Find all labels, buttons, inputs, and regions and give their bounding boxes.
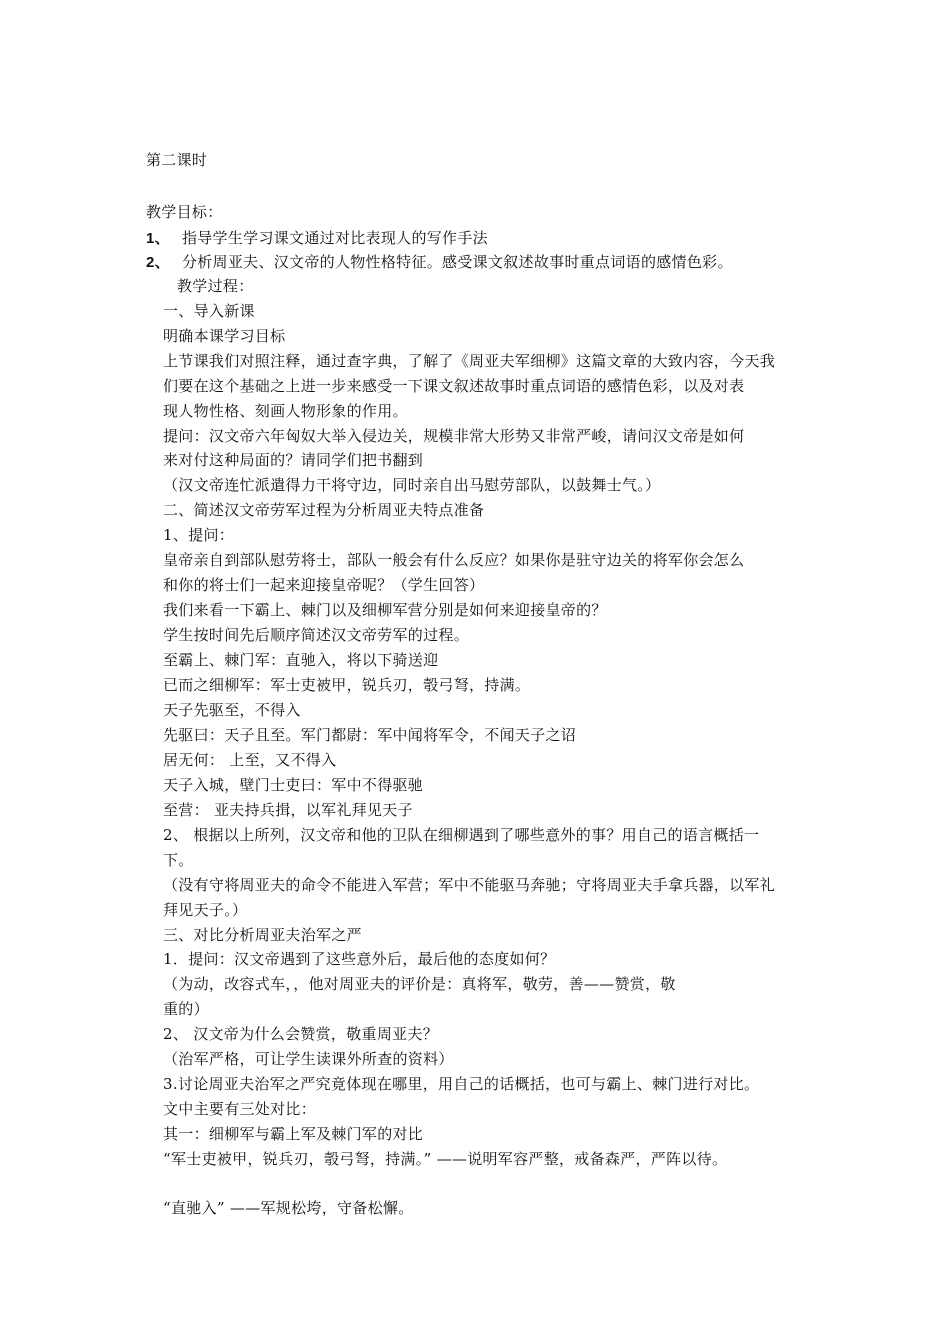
process-heading: 教学过程： [177, 277, 254, 295]
text-line: （汉文帝连忙派遣得力干将守边，同时亲自出马慰劳部队，以鼓舞士气。） [163, 476, 661, 494]
text-line: 3.讨论周亚夫治军之严究竟体现在哪里，用自己的话概括，也可与霸上、棘门进行对比。 [163, 1075, 760, 1093]
text-line: “军士吏被甲，锐兵刃，彀弓弩，持满。” ——说明军容严整，戒备森严，严阵以待。 [163, 1150, 728, 1168]
text-line: 其一：细柳军与霸上军及棘门军的对比 [163, 1125, 424, 1143]
text-line: 学生按时间先后顺序简述汉文帝劳军的过程。 [163, 626, 470, 644]
text-line: 1、提问： [163, 526, 235, 544]
text-line: （为动，改容式车，，他对周亚夫的评价是：真将军，敬劳，善——赞赏，敬 [163, 975, 676, 993]
text-line: 文中主要有三处对比： [163, 1100, 317, 1118]
text-line: 居无何： 上至，又不得入 [163, 751, 337, 769]
lesson-title: 第二课时 [146, 151, 208, 169]
text-line: “直驰入” ——军规松垮，守备松懈。 [163, 1199, 414, 1217]
text-line: 拜见天子。） [163, 901, 248, 919]
text-line: 提问：汉文帝六年匈奴大举入侵边关，规模非常大形势又非常严峻，请问汉文帝是如何 [163, 427, 745, 445]
text-line: 1．提问：汉文帝遇到了这些意外后，最后他的态度如何？ [163, 950, 556, 968]
section-heading: 三、对比分析周亚夫治军之严 [163, 926, 362, 944]
text-line: 先驱曰：天子且至。军门都尉：军中闻将军令，不闻天子之诏 [163, 726, 577, 744]
text-line: 2、 汉文帝为什么会赞赏，敬重周亚夫？ [163, 1025, 439, 1043]
text-line: 2、 根据以上所列，汉文帝和他的卫队在细柳遇到了哪些意外的事？用自己的语言概括一 [163, 826, 760, 844]
goals-heading: 教学目标： [146, 203, 223, 221]
text-line: 我们来看一下霸上、棘门以及细柳军营分别是如何来迎接皇帝的？ [163, 601, 607, 619]
goal-number: 1、 [146, 230, 170, 247]
text-line: （没有守将周亚夫的命令不能进入军营；军中不能驱马奔驰；守将周亚夫手拿兵器，以军礼 [163, 876, 776, 894]
text-line: 天子先驱至，不得入 [163, 701, 301, 719]
goal-item [146, 252, 733, 273]
text-line: 明确本课学习目标 [163, 327, 286, 345]
text-line: 和你的将士们一起来迎接皇帝呢？（学生回答） [163, 576, 485, 594]
text-line: 已而之细柳军：军士吏被甲，锐兵刃，彀弓弩，持满。 [163, 676, 531, 694]
text-line: 现人物性格、刻画人物形象的作用。 [163, 402, 408, 420]
text-line: 重的） [163, 1000, 209, 1018]
text-line: （治军严格，可让学生读课外所查的资料） [163, 1050, 454, 1068]
text-line: 上节课我们对照注释，通过查字典，了解了《周亚夫军细柳》这篇文章的大致内容，今天我 [163, 352, 776, 370]
text-line: 至霸上、棘门军：直驰入，将以下骑送迎 [163, 651, 439, 669]
text-line: 下。 [163, 851, 194, 869]
section-heading: 一、导入新课 [163, 302, 255, 320]
goal-text: 指导学生学习课文通过对比表现人的写作手法 [181, 229, 488, 247]
text-line: 们要在这个基础之上进一步来感受一下课文叙述故事时重点词语的感情色彩，以及对表 [163, 377, 745, 395]
text-line: 皇帝亲自到部队慰劳将士，部队一般会有什么反应？如果你是驻守边关的将军你会怎么 [163, 551, 745, 569]
text-line: 至营： 亚夫持兵揖，以军礼拜见天子 [163, 801, 413, 819]
goal-number: 2、 [146, 254, 170, 271]
section-heading: 二、简述汉文帝劳军过程为分析周亚夫特点准备 [163, 501, 485, 519]
text-line: 天子入城，壁门士吏曰：军中不得驱驰 [163, 776, 424, 794]
goal-text: 分析周亚夫、汉文帝的人物性格特征。感受课文叙述故事时重点词语的感情色彩。 [181, 253, 733, 271]
text-line: 来对付这种局面的？请同学们把书翻到 [163, 451, 424, 469]
goal-item [146, 228, 488, 249]
